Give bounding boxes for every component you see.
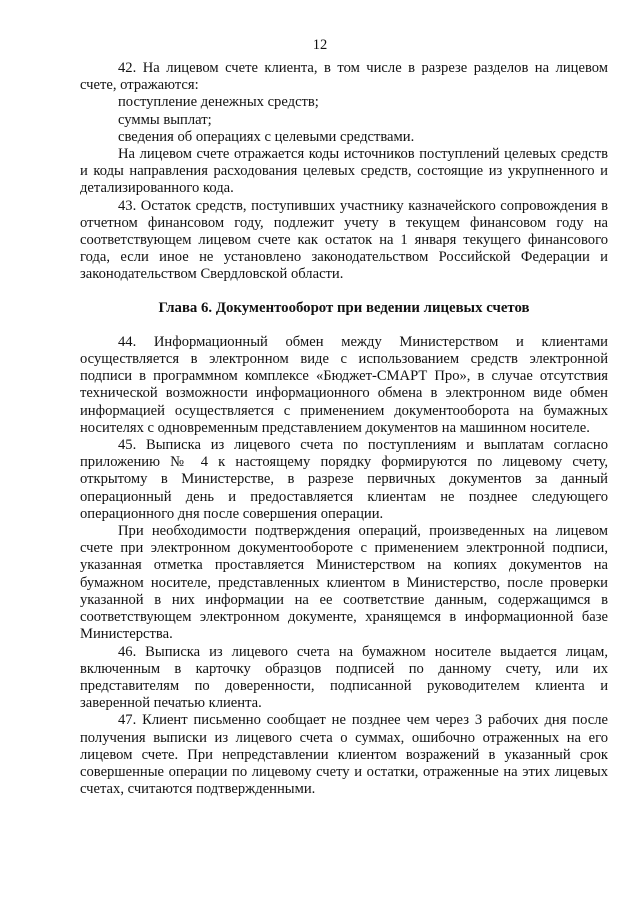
paragraph-45: 45. Выписка из лицевого счета по поступлениям и выплатам согласно приложению № 4 к настоящему порядку формируются по лицевому счету, открытому в Министерстве, в разрезе первичных документов за данный операционный день и предоставляется клиентам не позднее следующего операционного дня после совершения операции. [80,437,608,522]
paragraph-42-intro: 42. На лицевом счете клиента, в том числе в разрезе разделов на лицевом счете, отражаются: [80,60,608,94]
list-item-target-funds: сведения об операциях с целевыми средствами. [118,128,415,145]
document-body [80,60,608,798]
list-item-payments: суммы выплат; [118,111,212,128]
paragraph-45-confirmation: При необходимости подтверждения операций, произведенных на лицевом счете при электронном документообороте с применением электронной подписи, указанная отметка проставляется Министерством на копиях документов на бумажном носителе, представленных клиентом в Министерство, после проверки указанной в них информации на ее соответствие данным, содержащимся в соответствующем электронном документе, хранящемся в информационной базе Министерства. [80,523,608,643]
paragraph-44: 44. Информационный обмен между Министерством и клиентами осуществляется в электронном виде с использованием средств электронной подписи в программном комплексе «Бюджет-СМАРТ Про», в случае отсутствия технической возможности информационного обмена в электронном виде обмен информацией осуществляется с применением документооборота на бумажных носителях с одновременным представлением документов на машинном носителе. [80,333,608,436]
paragraph-46: 46. Выписка из лицевого счета на бумажном носителе выдается лицам, включенным в карточку образцов подписей по данному счету, или их представителям по доверенности, подписанной руководителем клиента и заверенной печатью клиента. [80,643,608,712]
paragraph-47: 47. Клиент письменно сообщает не позднее чем через 3 рабочих дня после получения выписки из лицевого счета о суммах, ошибочно отраженных на его лицевом счете. При непредставлении клиентом возражений в указанный срок совершенные операции по лицевому счету и остатки, отраженные на этих лицевых счетах, считаются подтвержденными. [80,712,608,798]
chapter-heading: Глава 6. Документооборот при ведении лицевых счетов [158,299,530,316]
paragraph-42-codes: На лицевом счете отражается коды источников поступлений целевых средств и коды направления расходования целевых средств, состоящие из укрупненного и детализированного кода. [80,146,608,197]
paragraph-43: 43. Остаток средств, поступивших участнику казначейского сопровождения в отчетном финансовом году, подлежит учету в текущем финансовом году на соответствующем лицевом счете как остаток на 1 января текущего финансового года, если иное не установлено законодательством Российской Федерации и законодательством Свердловской области. [80,197,608,283]
page-number: 12 [312,37,328,53]
list-item-receipts: поступление денежных средств; [118,94,319,111]
